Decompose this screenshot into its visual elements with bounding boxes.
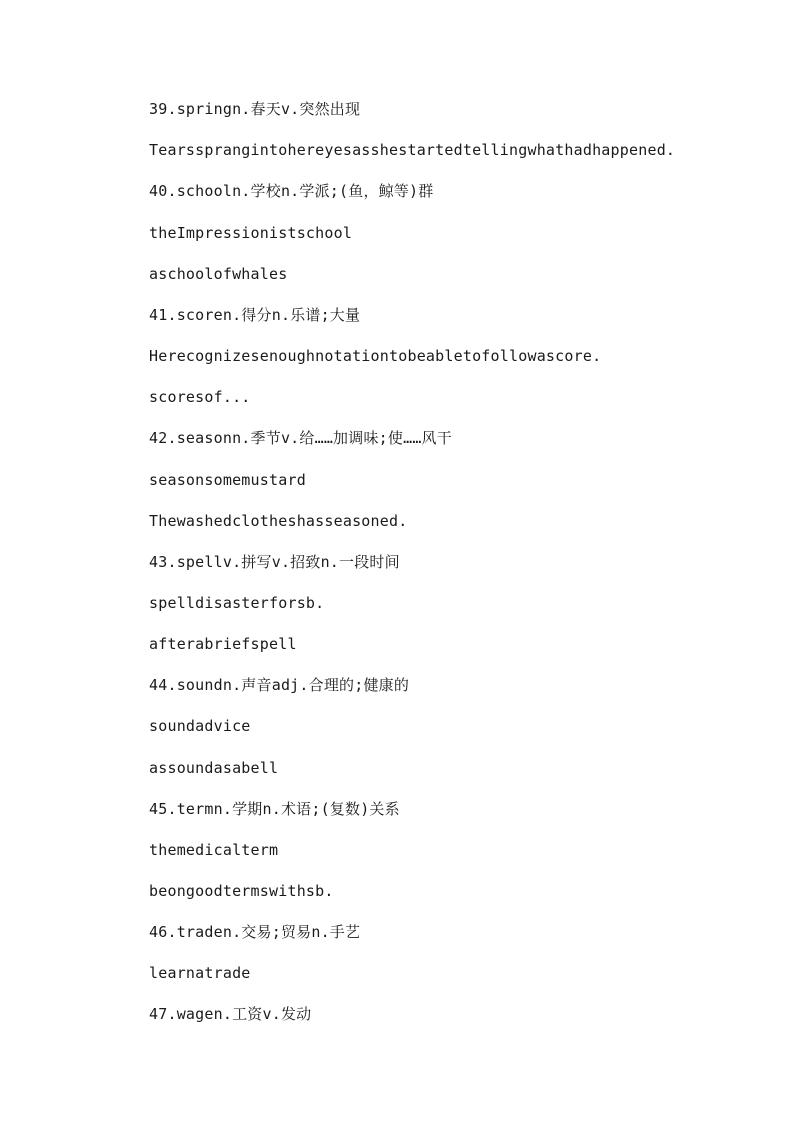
example-phrase: afterabriefspell — [149, 635, 297, 653]
example-sentence: Tearssprangintohereyesasshestartedtellingwhathadhappened. — [149, 141, 676, 159]
entry-heading-score: 41.scoren.得分n.乐谱;大量 — [149, 306, 361, 324]
entry-heading-spell: 43.spellv.拼写v.招致n.一段时间 — [149, 553, 400, 571]
entry-heading-term: 45.termn.学期n.术语;(复数)关系 — [149, 800, 400, 818]
example-phrase: assoundasabell — [149, 759, 279, 777]
example-phrase: spelldisasterforsb. — [149, 594, 325, 612]
entry-heading-spring: 39.springn.春天v.突然出现 — [149, 100, 361, 118]
example-phrase: themedicalterm — [149, 841, 279, 859]
entry-heading-sound: 44.soundn.声音adj.合理的;健康的 — [149, 676, 410, 694]
example-phrase: learnatrade — [149, 964, 251, 982]
entry-heading-wage: 47.wagen.工资v.发动 — [149, 1005, 312, 1023]
entry-heading-season: 42.seasonn.季节v.给……加调味;使……风干 — [149, 429, 452, 447]
example-phrase: theImpressionistschool — [149, 224, 353, 242]
example-sentence: Herecognizesenoughnotationtobeabletofollowascore. — [149, 347, 602, 365]
example-phrase: aschoolofwhales — [149, 265, 288, 283]
example-phrase: scoresof... — [149, 388, 251, 406]
example-phrase: soundadvice — [149, 717, 251, 735]
entry-heading-trade: 46.traden.交易;贸易n.手艺 — [149, 923, 361, 941]
example-phrase: seasonsomemustard — [149, 471, 306, 489]
entry-heading-school: 40.schooln.学校n.学派;(鱼，鲸等)群 — [149, 182, 434, 200]
example-phrase: beongoodtermswithsb. — [149, 882, 334, 900]
example-sentence: Thewashedclotheshasseasoned. — [149, 512, 408, 530]
